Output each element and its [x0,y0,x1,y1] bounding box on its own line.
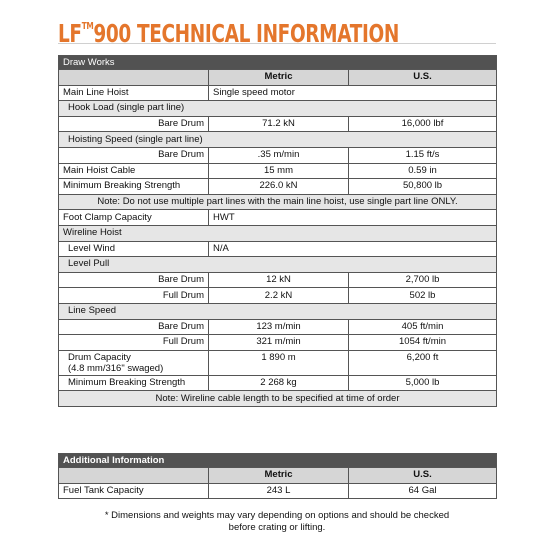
footnote-line-1: * Dimensions and weights may vary depending on options and should be checked [104,510,450,521]
section-header-additional [59,454,497,468]
drum-capacity-label: Drum Capacity [68,351,131,363]
section-title: Additional Information [59,454,497,468]
us-value: 1.15 ft/s [349,147,497,163]
us-value: 16,000 lbf [349,116,497,132]
footnote-line-2: before crating or lifting. [228,522,326,533]
metric-value: 2 268 kg [209,375,349,391]
header-us: U.S. [349,70,497,86]
table-row [59,375,497,391]
row-label: Main Line Hoist [59,85,209,101]
us-value: 50,800 lb [349,179,497,195]
table-row [59,483,497,499]
row-label: Minimum Breaking Strength [59,375,209,391]
row-label: Hook Load (single part line) [59,101,497,117]
metric-value: 1 890 m [209,350,349,375]
metric-value: 2.2 kN [209,288,349,304]
metric-value: 71.2 kN [209,116,349,132]
metric-value: 243 L [209,483,349,499]
table-row [59,319,497,335]
column-header-row [59,70,497,86]
table-row [59,335,497,351]
header-metric: Metric [209,70,349,86]
drum-capacity-sublabel: (4.8 mm/316" swaged) [68,362,164,374]
table-row [59,179,497,195]
us-value: 1054 ft/min [349,335,497,351]
row-label: Bare Drum [59,116,209,132]
header-blank [59,468,209,484]
metric-value: 15 mm [209,163,349,179]
row-label: Level Wind [59,241,209,257]
row-value: Single speed motor [209,85,497,101]
table-row [59,85,497,101]
table-subheader-row [59,101,497,117]
table-row [59,272,497,288]
us-value: 0.59 in [349,163,497,179]
metric-value: .35 m/min [209,147,349,163]
header-blank [59,70,209,86]
row-label: Fuel Tank Capacity [59,483,209,499]
table-row [59,210,497,226]
us-value: 502 lb [349,288,497,304]
row-label: Foot Clamp Capacity [59,210,209,226]
us-value: 6,200 ft [349,350,497,375]
column-header-row [59,468,497,484]
metric-value: 123 m/min [209,319,349,335]
table-subheader-row [59,225,497,241]
row-label [59,350,209,375]
table-subheader-row [59,303,497,319]
table-subheader-row [59,257,497,273]
row-label: Level Pull [59,257,497,273]
us-value: 5,000 lb [349,375,497,391]
header-us: U.S. [349,468,497,484]
us-value: 405 ft/min [349,319,497,335]
table-subheader-row [59,132,497,148]
row-value: HWT [209,210,497,226]
section-header-draw-works [59,56,497,70]
footnote [58,510,496,534]
row-label: Hoisting Speed (single part line) [59,132,497,148]
metric-value: 321 m/min [209,335,349,351]
title-divider [58,43,496,44]
row-label: Full Drum [59,335,209,351]
table-row [59,147,497,163]
note-row [59,391,497,407]
table-row [59,350,497,375]
row-label: Minimum Breaking Strength [59,179,209,195]
note-text: Note: Do not use multiple part lines with the main line hoist, use single part line ONLY. [59,194,497,210]
row-label: Bare Drum [59,319,209,335]
row-label: Main Hoist Cable [59,163,209,179]
row-label: Line Speed [59,303,497,319]
additional-info-table [58,453,497,499]
draw-works-table [58,55,497,407]
us-value: 2,700 lb [349,272,497,288]
metric-value: 226.0 kN [209,179,349,195]
table-row [59,241,497,257]
note-row [59,194,497,210]
table-row [59,288,497,304]
header-metric: Metric [209,468,349,484]
row-label: Bare Drum [59,272,209,288]
row-label: Bare Drum [59,147,209,163]
note-text: Note: Wireline cable length to be specified at time of order [59,391,497,407]
table-row [59,116,497,132]
metric-value: 12 kN [209,272,349,288]
page-title: LF™900 TECHNICAL INFORMATION [58,19,399,48]
us-value: 64 Gal [349,483,497,499]
row-label: Wireline Hoist [59,225,497,241]
table-row [59,163,497,179]
section-title: Draw Works [59,56,497,70]
row-label: Full Drum [59,288,209,304]
row-value: N/A [209,241,497,257]
